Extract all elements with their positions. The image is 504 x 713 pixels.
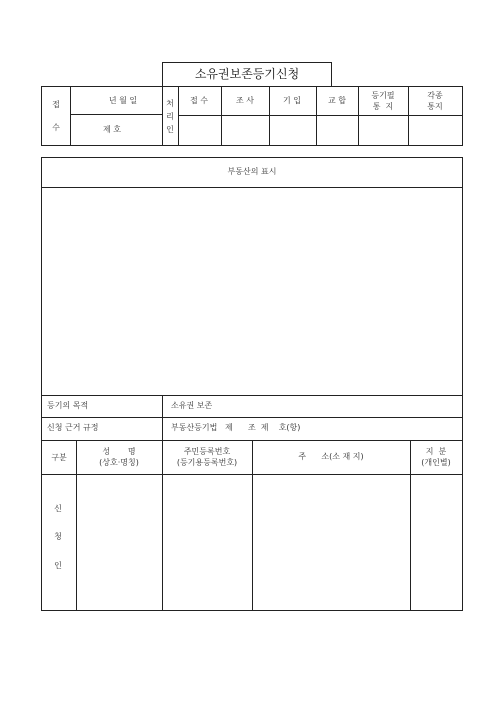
receipt-label-bottom: 수 [52,123,60,132]
applicant-id-cell[interactable] [163,475,251,610]
processor-label-2: 리 [166,112,174,121]
col-verify: 교 합 [328,96,346,105]
property-description-area[interactable] [42,188,462,394]
processor-label-1: 처 [166,99,174,108]
applicant-side-1: 신 [54,504,62,513]
basis-label: 신청 근거 규정 [47,423,99,432]
page-title: 소유권보존등기신청 [194,67,300,81]
col-registration-notice: 등기필 통 지 [371,91,395,111]
col-receive: 접 수 [190,96,208,105]
basis-value: 부동산등기법 제 조 제 호(항) [171,423,301,432]
applicant-side-3: 인 [54,561,62,570]
applicant-header-category: 구분 [51,453,67,462]
purpose-label: 등기의 목적 [47,401,89,410]
col-enter: 기 입 [283,96,301,105]
purpose-value: 소유권 보존 [171,401,213,410]
receipt-date-label: 년 월 일 [108,96,138,105]
property-header: 부동산의 표시 [227,167,277,176]
applicant-side-2: 청 [54,532,62,541]
applicant-header-address: 주 소(소 재 지) [298,452,364,461]
applicant-name-cell[interactable] [77,475,161,610]
col-investigate: 조 사 [236,96,254,105]
applicant-share-cell[interactable] [411,475,462,610]
applicant-header-id: 주민등록번호 (등기용등록번호) [176,447,238,467]
receipt-table [41,86,463,146]
applicant-address-cell[interactable] [253,475,409,610]
processor-label-3: 인 [166,125,174,134]
receipt-number-label: 제 호 [103,125,121,134]
col-various-notice: 각종 통지 [427,91,443,111]
receipt-label-top: 접 [52,100,60,109]
applicant-header-name: 성 명 (상호·명칭) [99,447,139,467]
applicant-header-share: 지 분 (개인별) [421,447,451,467]
